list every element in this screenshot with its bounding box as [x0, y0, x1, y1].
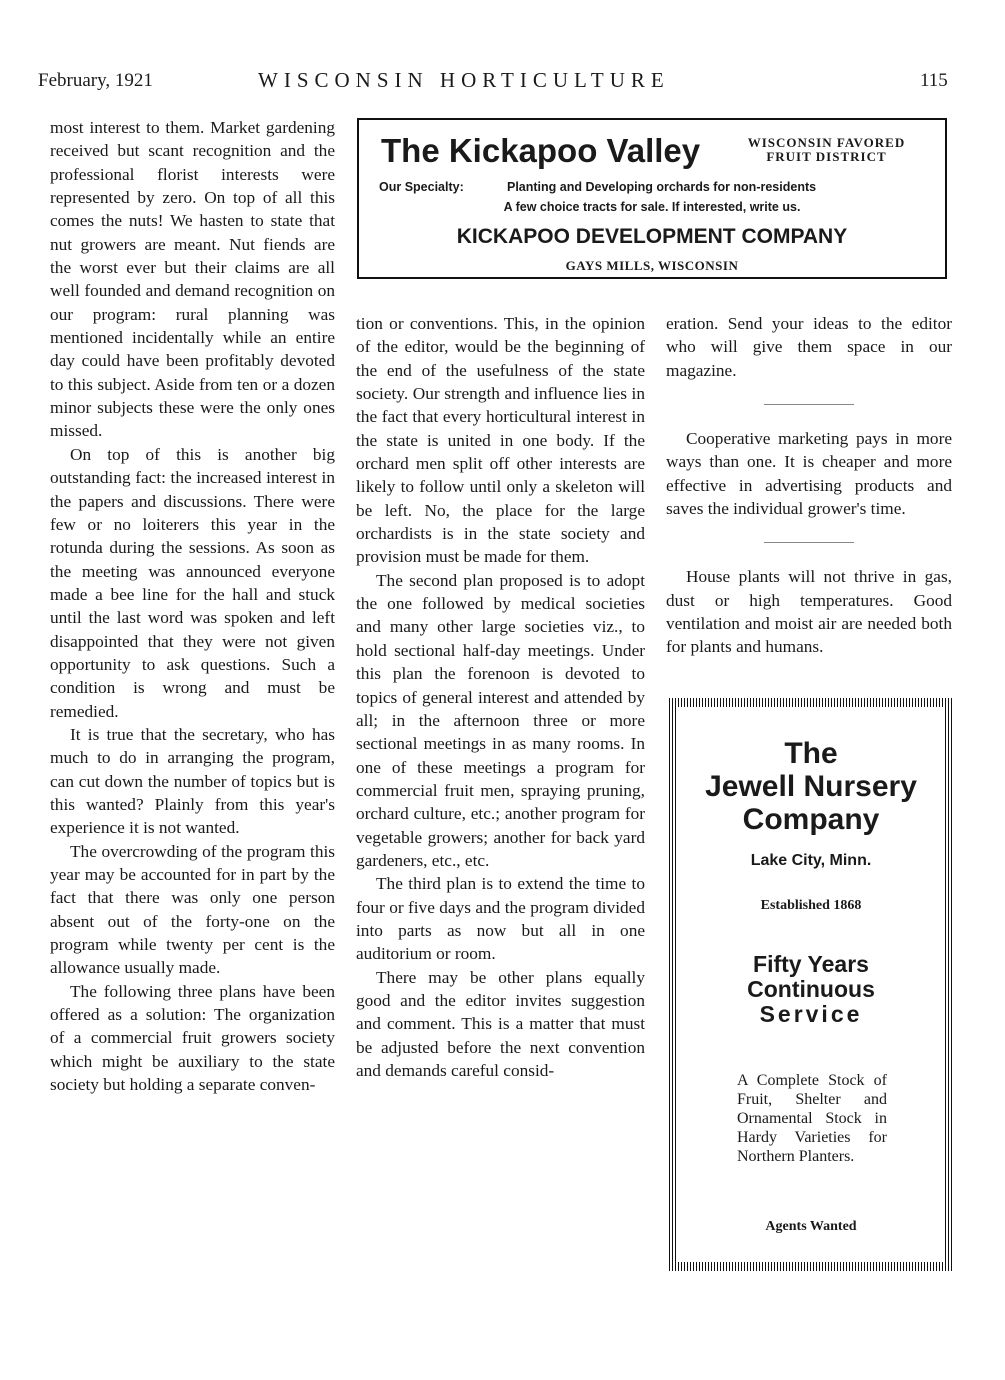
name-line: Company — [742, 803, 880, 836]
article-column-2 — [356, 312, 645, 1082]
ad-location: GAYS MILLS, WISCONSIN — [565, 258, 739, 273]
ad-company-name — [678, 737, 944, 836]
tagline-line: WISCONSIN FAVORED — [747, 135, 906, 150]
ad-company-name: KICKAPOO DEVELOPMENT COMPANY — [456, 225, 848, 248]
slogan-line: Fifty Years — [753, 951, 869, 977]
specialty-label: Our Specialty: — [379, 180, 464, 194]
article-column-1 — [50, 116, 335, 1096]
ad-slogan — [678, 952, 944, 1027]
issue-date: February, 1921 — [38, 70, 153, 91]
page-number: 115 — [920, 70, 948, 91]
ad-agents-wanted: Agents Wanted — [765, 1219, 857, 1234]
paragraph: eration. Send your ideas to the editor who will give them space in our magazine. — [666, 314, 952, 380]
slogan-line: Continuous — [747, 976, 875, 1002]
paragraph: Cooperative marketing pays in more ways than one. It is cheaper and more effective in advertising products and saves the individual grower's time. — [666, 429, 952, 519]
paragraph: There may be other plans equally good and the editor invites suggestion and comment. This is a matter that must be adjusted before the next convention and demands careful consid- — [356, 967, 645, 1080]
paragraph: tion or conventions. This, in the opinion of the editor, would be the beginning of the end of the usefulness of the state society. Our strength and influence lies in the fact that every horticultural interest in the state is united in one body. If the orchard men split off other interests are likely to follow until only a skeleton will be left. No, the place for the large orchardists is in the state society and provision must be made for them. — [356, 314, 645, 567]
ad-location: Lake City, Minn. — [750, 852, 872, 869]
paragraph: It is true that the secretary, who has much to do in arranging the program, can cut down the number of topics but is this wanted? Plainly from this year's experience it is not wanted. — [50, 724, 335, 838]
specialty-text: Planting and Developing orchards for non-residents — [507, 180, 817, 194]
paragraph: The following three plans have been offered as a solution: The organization of a commercial fruit growers society which might be auxiliary to the state society but holding a separate conven- — [50, 981, 335, 1095]
name-line: The — [784, 737, 838, 770]
slogan-line: Service — [759, 1001, 863, 1027]
paragraph: The third plan is to extend the time to four or five days and the program divided into parts as now but all in one auditorium or room. — [356, 874, 645, 964]
ad-tracts-text: A few choice tracts for sale. If interested, write us. — [503, 200, 801, 214]
paragraph: most interest to them. Market gardening received but scant recognition and the professional florist interests were represented by zero. On top of all this comes the nuts! We hasten to state that nut growers are meant. Nut fiends are the worst ever but their claims are all well founded and demand recognition on our program: rural planning was mentioned incidentally while an entire day could have been profitably devoted to this subject. Aside from ten or a dozen minor subjects these were the only ones missed. — [50, 118, 335, 441]
ad-stock-text: A Complete Stock of Fruit, Shelter and Ornamental Stock in Hardy Varieties for Northern Planters. — [737, 1072, 887, 1165]
divider — [764, 542, 854, 543]
paragraph: On top of this is another big outstanding fact: the increased interest in the papers and discussions. There were few or no loiterers this year in the rotunda during the sessions. As soon as the meeting was announced everyone made a bee line for the hall and stuck until the last word was spoken and left disappointed that they were not given opportunity to ask questions. Such a condition is wrong and must be remedied. — [50, 444, 335, 721]
paragraph: The second plan proposed is to adopt the one followed by medical societies and many other large societies viz., to hold sectional half-day meetings. Under this plan the forenoon is devoted to topics of general interest and attended by all; in the afternoon three or more sectional meetings in as many rooms. In one of these meetings a program for commercial fruit men, spraying pruning, orchard culture, etc.; another program for vegetable growers; another for back yard gardeners, etc., etc. — [356, 570, 645, 870]
kickapoo-valley-advertisement — [357, 118, 947, 279]
paragraph: House plants will not thrive in gas, dust or high temperatures. Good ventilation and moist air are needed both for plants and humans. — [666, 567, 952, 657]
page-header — [0, 68, 1005, 98]
ad-specialty — [379, 180, 934, 194]
ad-panel — [678, 707, 944, 1262]
paragraph: The overcrowding of the program this year may be accounted for in part by the fact that there was only one person absent out of the forty-one on the program while twenty per cent is the allowance usually made. — [50, 841, 335, 978]
magazine-title: WISCONSIN HORTICULTURE — [258, 68, 670, 92]
tagline-line: FRUIT DISTRICT — [766, 149, 887, 164]
ad-established: Established 1868 — [760, 898, 862, 913]
name-line: Jewell Nursery — [705, 770, 917, 803]
ad-headline: The Kickapoo Valley — [381, 132, 701, 169]
divider — [764, 404, 854, 405]
article-column-3 — [666, 312, 952, 659]
jewell-nursery-advertisement — [669, 698, 953, 1271]
ad-tagline — [724, 136, 929, 164]
